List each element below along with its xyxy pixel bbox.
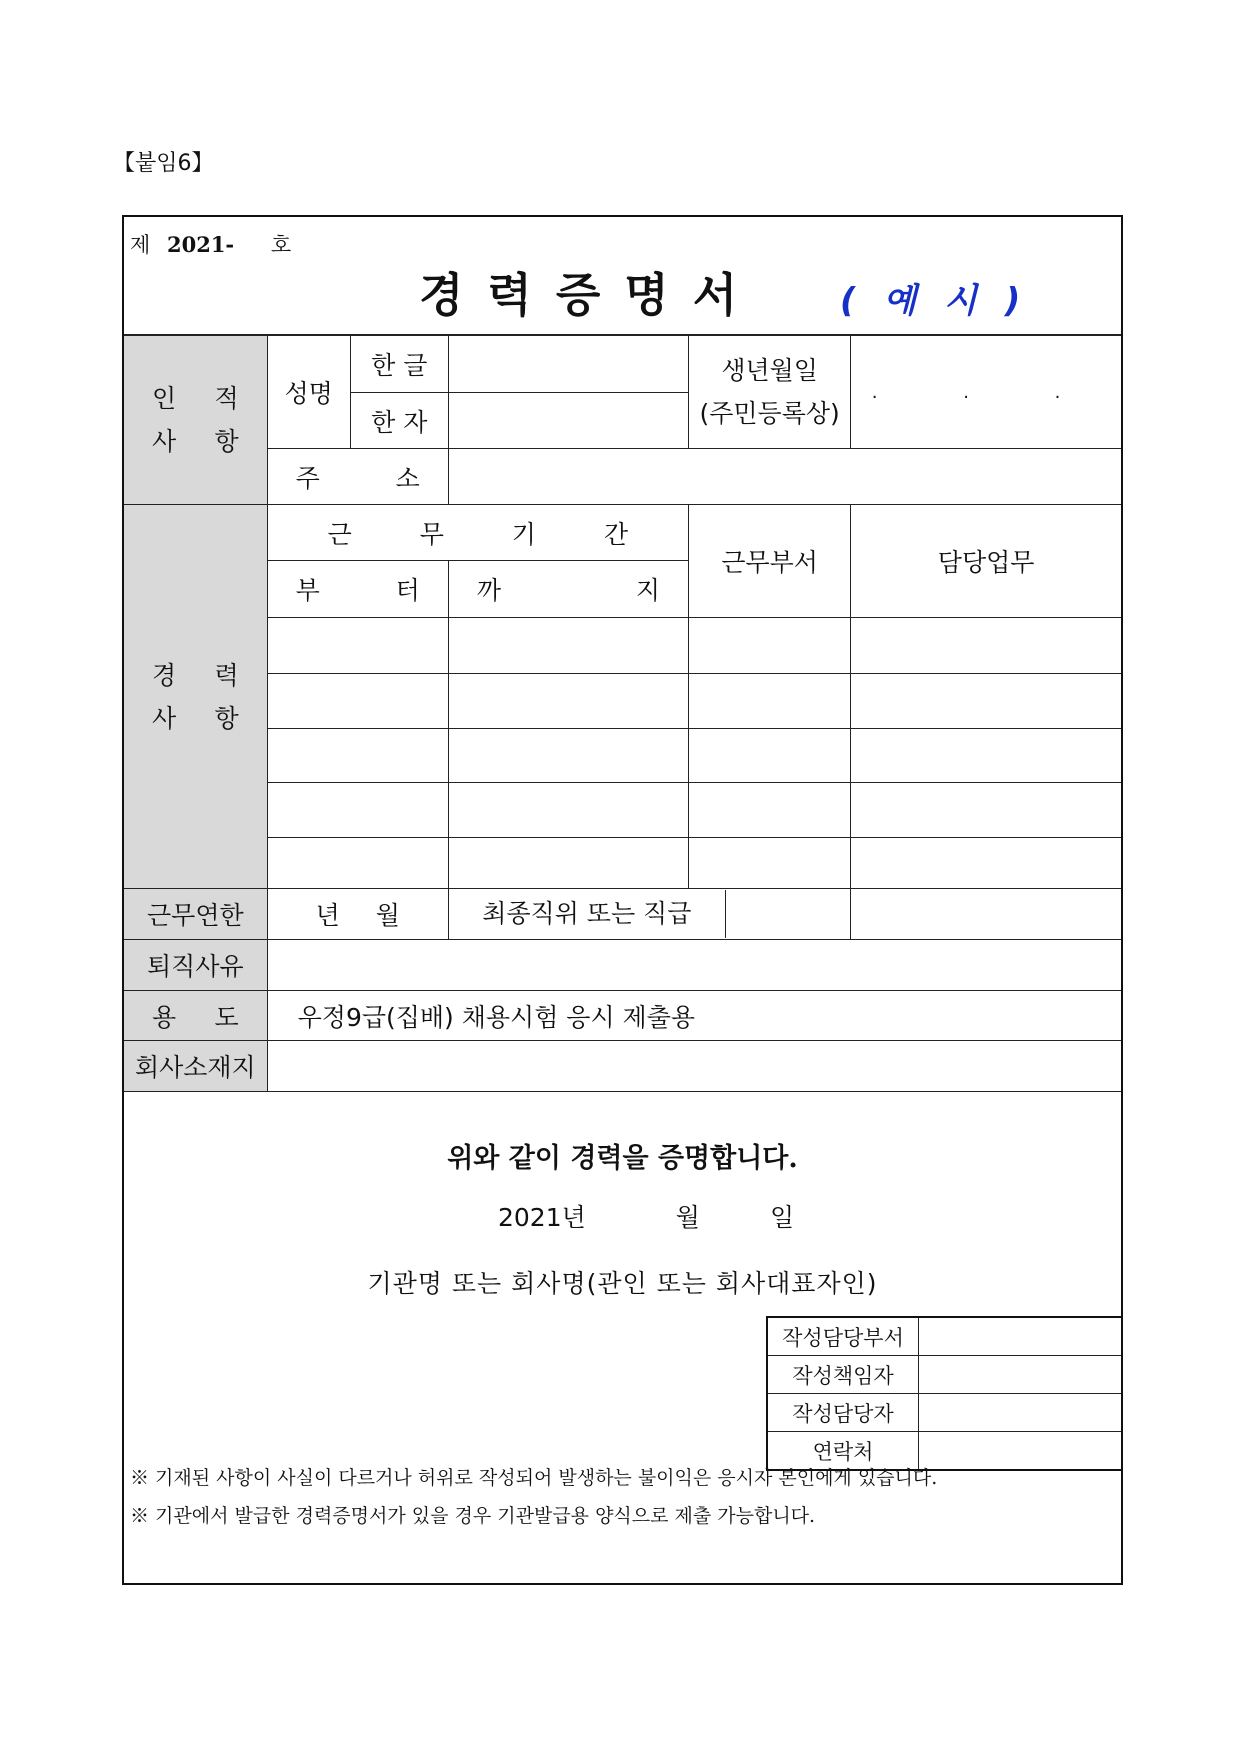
- doc-number-year: 2021-: [166, 232, 235, 257]
- career-from-field[interactable]: [267, 674, 448, 729]
- career-row: [124, 783, 1121, 838]
- company-address-field[interactable]: [267, 1041, 1121, 1092]
- doc-number-suffix: 호: [270, 233, 292, 257]
- from-label: 부 터: [267, 561, 448, 618]
- attachment-label: 【붙임6】: [113, 151, 214, 176]
- career-department-field[interactable]: [689, 618, 851, 674]
- department-label: 근무부서: [689, 505, 851, 618]
- staff-contact-field[interactable]: [919, 1432, 1123, 1471]
- to-label: 까 지: [448, 561, 688, 618]
- career-to-field[interactable]: [448, 674, 688, 729]
- hanja-label: 한 자: [350, 393, 448, 449]
- staff-contact-label: 연락처: [767, 1432, 919, 1471]
- work-period-label: 근 무 기 간: [267, 505, 688, 561]
- certificate-grid: [124, 335, 1121, 1092]
- address-label: 주 소: [267, 449, 448, 505]
- career-duty-field[interactable]: [851, 618, 1121, 674]
- form-header: [124, 217, 1121, 335]
- tenure-field[interactable]: 년 월: [267, 889, 448, 940]
- career-department-field[interactable]: [689, 783, 851, 838]
- career-department-field[interactable]: [689, 674, 851, 729]
- career-duty-field[interactable]: [851, 838, 1121, 889]
- career-row: [124, 674, 1121, 729]
- career-department-field[interactable]: [689, 838, 851, 889]
- company-address-label: 회사소재지: [124, 1041, 267, 1092]
- career-duty-field[interactable]: [851, 674, 1121, 729]
- career-certificate-form: [122, 215, 1123, 1585]
- staff-dept-field[interactable]: [919, 1317, 1123, 1356]
- career-from-field[interactable]: [267, 729, 448, 783]
- career-row: [124, 729, 1121, 783]
- career-from-field[interactable]: [267, 838, 448, 889]
- career-to-field[interactable]: [448, 783, 688, 838]
- career-to-field[interactable]: [448, 618, 688, 674]
- resign-reason-field[interactable]: [267, 940, 1121, 991]
- hangul-label: 한 글: [350, 336, 448, 393]
- staff-manager-label: 작성책임자: [767, 1356, 919, 1394]
- confirmation-text: 위와 같이 경력을 증명합니다.: [447, 1143, 798, 1174]
- form-title: 경력증명서: [419, 268, 762, 322]
- purpose-value: 우정9급(집배) 채용시험 응시 제출용: [267, 991, 1121, 1041]
- final-position-field[interactable]: [851, 889, 1121, 940]
- career-section-label: 경 력 사 항: [124, 505, 267, 889]
- note-1: ※ 기재된 사항이 사실이 다르거나 허위로 작성되어 발생하는 불이익은 응시자 본인에게 있습니다.: [130, 1467, 938, 1489]
- issue-date: 2021년 월 일: [498, 1203, 795, 1232]
- staff-dept-label: 작성담당부서: [767, 1317, 919, 1356]
- resign-reason-label: 퇴직사유: [124, 940, 267, 991]
- career-to-field[interactable]: [448, 838, 688, 889]
- personal-section-label: 인 적 사 항: [124, 336, 267, 505]
- career-department-field[interactable]: [689, 729, 851, 783]
- document-number: [130, 229, 291, 259]
- career-row: [124, 838, 1121, 889]
- career-to-field[interactable]: [448, 729, 688, 783]
- staff-writer-label: 작성담당자: [767, 1394, 919, 1432]
- staff-manager-field[interactable]: [919, 1356, 1123, 1394]
- final-position-label: 최종직위 또는 직급: [448, 889, 850, 940]
- staff-writer-field[interactable]: [919, 1394, 1123, 1432]
- hangul-name-field[interactable]: [448, 336, 688, 393]
- example-mark: ( 예 시 ): [840, 281, 1029, 321]
- career-from-field[interactable]: [267, 783, 448, 838]
- doc-number-prefix: 제: [130, 233, 151, 257]
- hanja-name-field[interactable]: [448, 393, 688, 449]
- form-footer: [124, 1092, 1121, 1544]
- career-row: [124, 618, 1121, 674]
- birth-label: 생년월일 (주민등록상): [689, 336, 851, 449]
- career-from-field[interactable]: [267, 618, 448, 674]
- note-2: ※ 기관에서 발급한 경력증명서가 있을 경우 기관발급용 양식으로 제출 가능합니다.: [130, 1505, 816, 1527]
- staff-table: [766, 1316, 1123, 1471]
- purpose-label: 용 도: [124, 991, 267, 1041]
- career-duty-field[interactable]: [851, 729, 1121, 783]
- birth-date-field[interactable]: . . .: [851, 336, 1121, 449]
- duty-label: 담당업무: [851, 505, 1121, 618]
- issuer-signature-line: 기관명 또는 회사명(관인 또는 회사대표자인): [367, 1269, 878, 1298]
- address-field[interactable]: [448, 449, 1121, 505]
- career-duty-field[interactable]: [851, 783, 1121, 838]
- name-label: 성명: [267, 336, 350, 449]
- tenure-label: 근무연한: [124, 889, 267, 940]
